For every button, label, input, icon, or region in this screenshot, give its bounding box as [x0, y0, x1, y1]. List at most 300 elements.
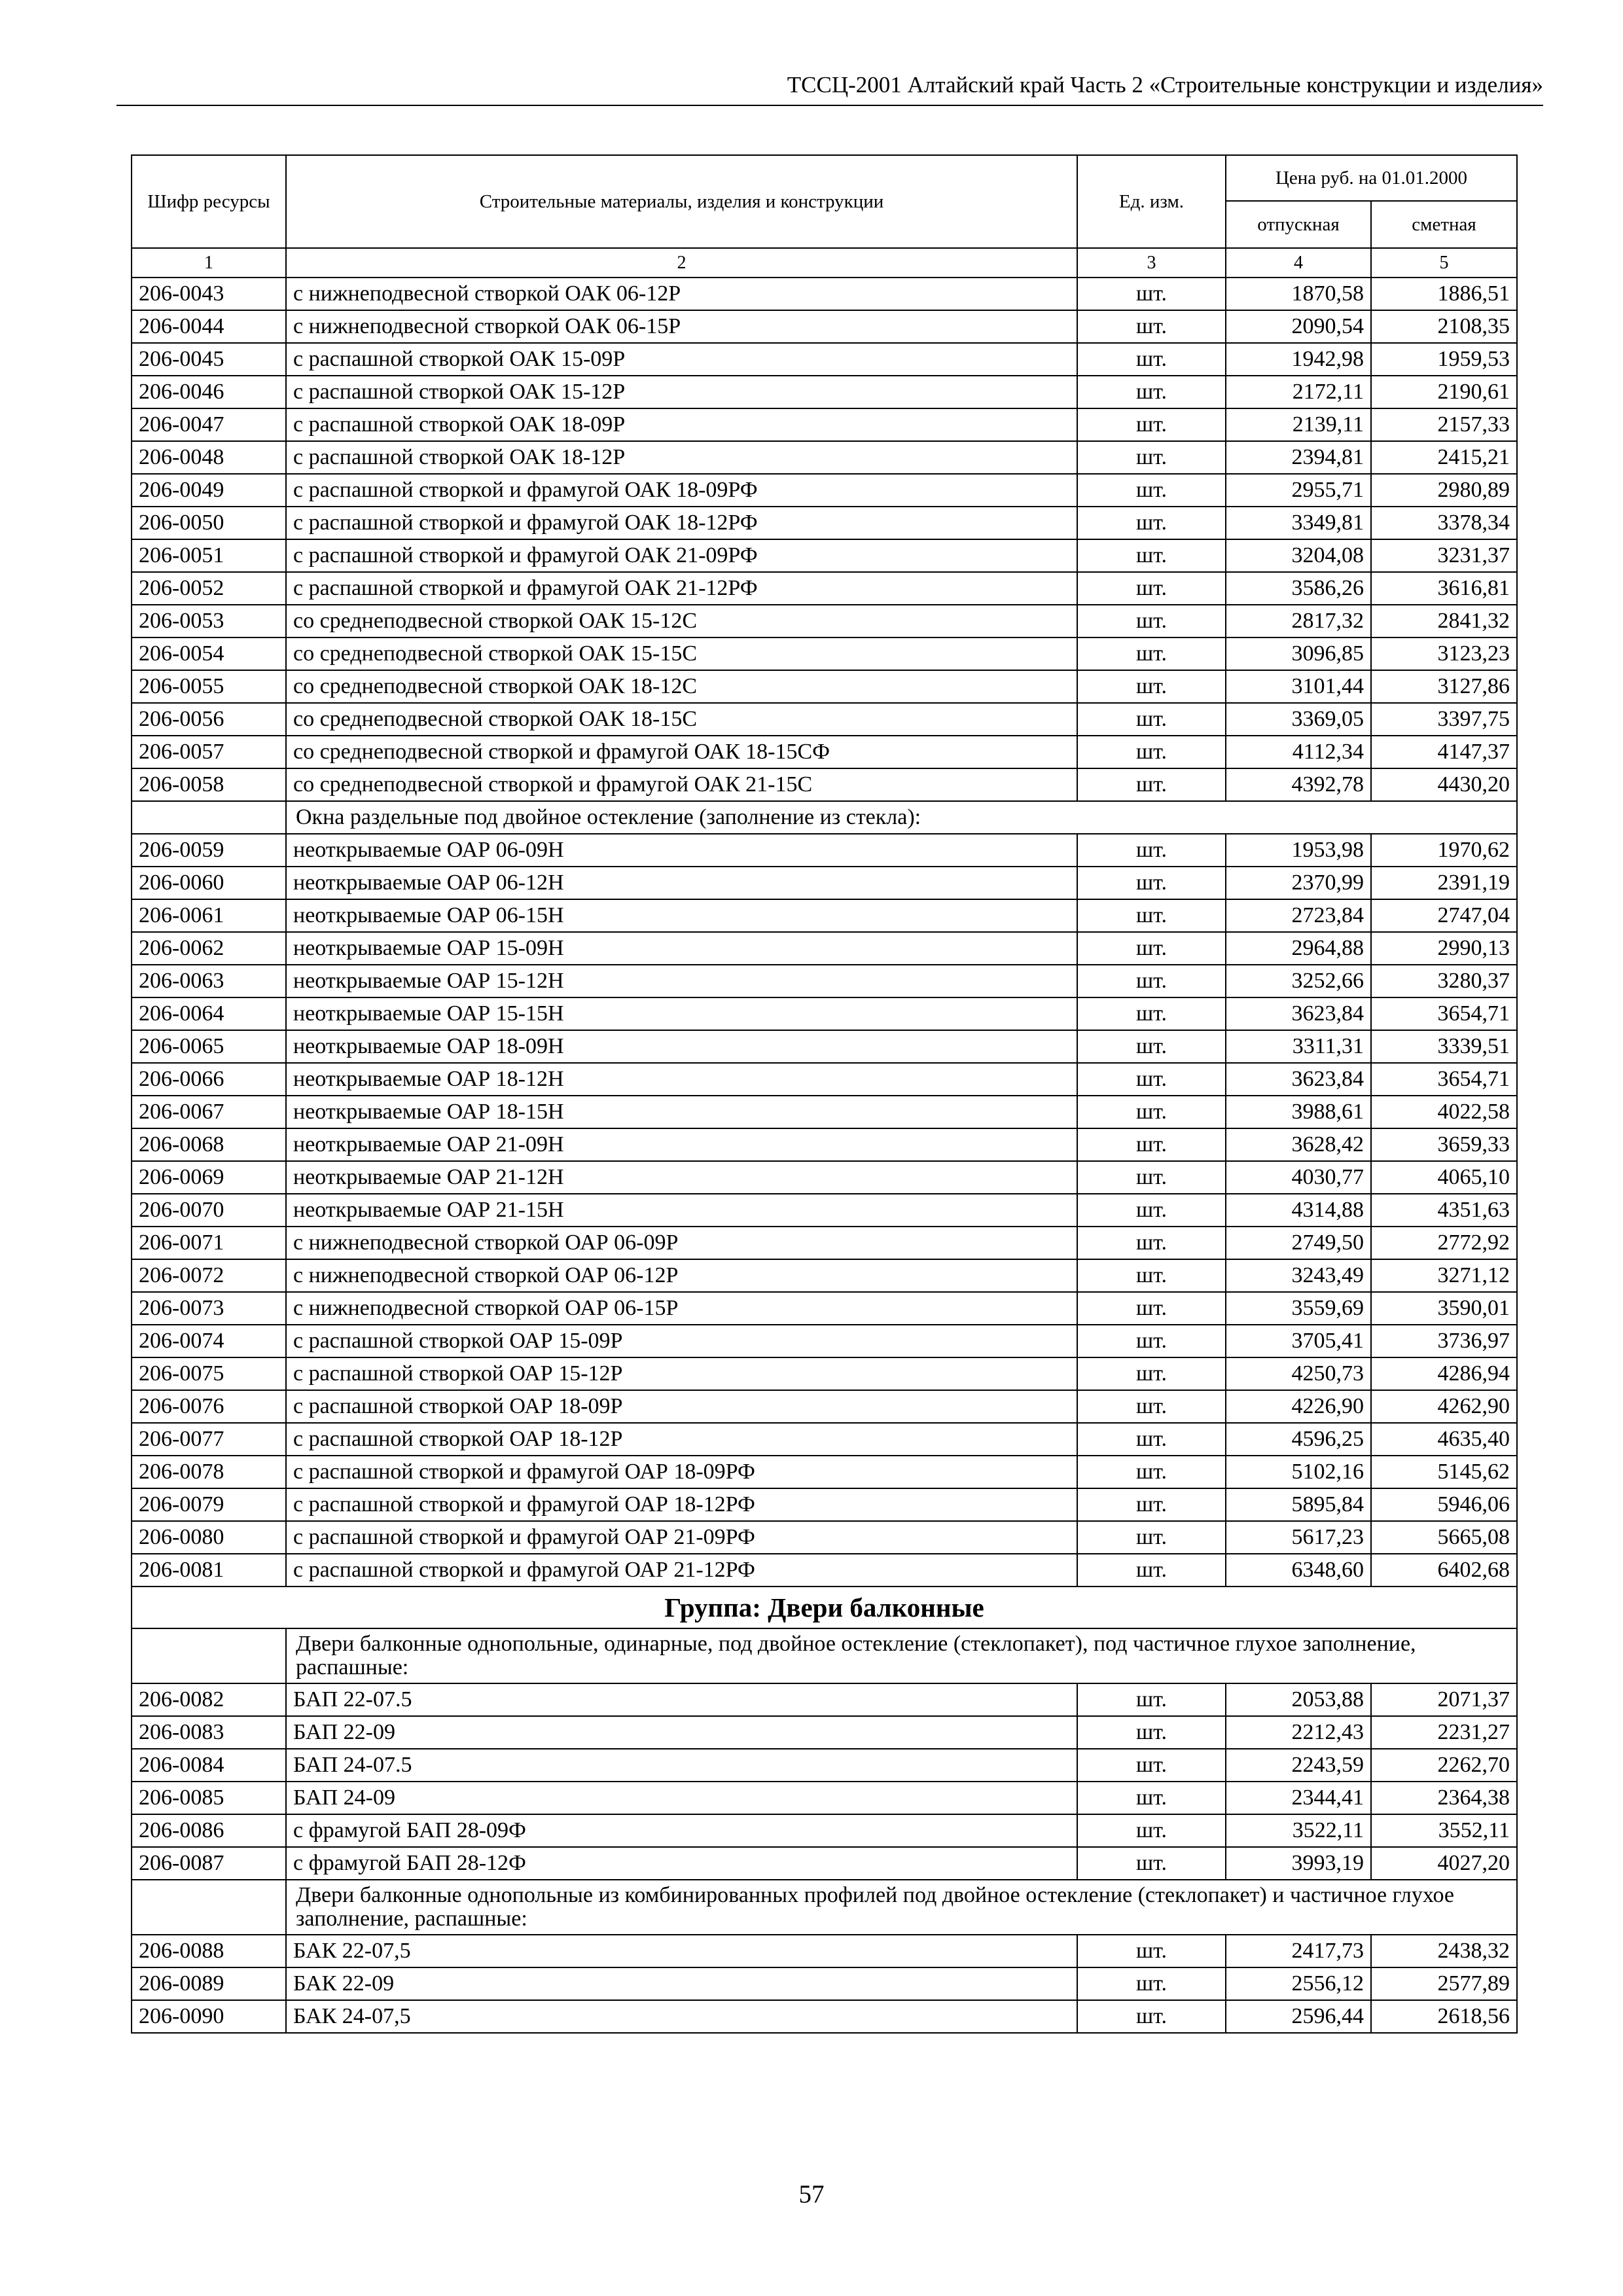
- resource-name: неоткрываемые ОАР 18-12Н: [286, 1063, 1077, 1096]
- estimate-price: 3123,23: [1371, 637, 1517, 670]
- col-number: 4: [1226, 248, 1371, 278]
- table-row: [132, 768, 1517, 801]
- release-price: 3993,19: [1226, 1847, 1371, 1880]
- estimate-price: 5145,62: [1371, 1456, 1517, 1488]
- estimate-price: 3659,33: [1371, 1128, 1517, 1161]
- resource-code: 206-0064: [132, 997, 286, 1030]
- resource-code: 206-0063: [132, 965, 286, 997]
- table-row: [132, 310, 1517, 343]
- release-price: 2139,11: [1226, 408, 1371, 441]
- estimate-price: 4027,20: [1371, 1847, 1517, 1880]
- table-row: [132, 637, 1517, 670]
- col-header-estimate-price: сметная: [1371, 201, 1517, 248]
- resource-code: 206-0065: [132, 1030, 286, 1063]
- table-row: [132, 1030, 1517, 1063]
- unit: шт.: [1077, 1227, 1226, 1259]
- table-row: [132, 1782, 1517, 1814]
- estimate-price: 2841,32: [1371, 605, 1517, 637]
- resource-name: с нижнеподвесной створкой ОАР 06-09Р: [286, 1227, 1077, 1259]
- resource-name: с нижнеподвесной створкой ОАК 06-15Р: [286, 310, 1077, 343]
- resource-name: с нижнеподвесной створкой ОАР 06-12Р: [286, 1259, 1077, 1292]
- resource-code: 206-0070: [132, 1194, 286, 1227]
- release-price: 5617,23: [1226, 1521, 1371, 1554]
- table-row: [132, 670, 1517, 703]
- resource-name: неоткрываемые ОАР 15-15Н: [286, 997, 1077, 1030]
- unit: шт.: [1077, 867, 1226, 899]
- resource-code: 206-0084: [132, 1749, 286, 1782]
- table-row: [132, 1096, 1517, 1128]
- release-price: 2817,32: [1226, 605, 1371, 637]
- estimate-price: 2071,37: [1371, 1683, 1517, 1716]
- col-header-unit: Ед. изм.: [1077, 155, 1226, 248]
- unit: шт.: [1077, 1096, 1226, 1128]
- resource-code: 206-0053: [132, 605, 286, 637]
- table-row: [132, 736, 1517, 768]
- resource-name: с распашной створкой и фрамугой ОАК 21-09РФ: [286, 539, 1077, 572]
- resource-code: 206-0052: [132, 572, 286, 605]
- estimate-price: 2262,70: [1371, 1749, 1517, 1782]
- unit: шт.: [1077, 1847, 1226, 1880]
- unit: шт.: [1077, 965, 1226, 997]
- resource-code: 206-0075: [132, 1357, 286, 1390]
- estimate-price: 4065,10: [1371, 1161, 1517, 1194]
- estimate-price: 4430,20: [1371, 768, 1517, 801]
- resource-name: со среднеподвесной створкой ОАК 15-15С: [286, 637, 1077, 670]
- unit: шт.: [1077, 932, 1226, 965]
- unit: шт.: [1077, 1030, 1226, 1063]
- resource-name: неоткрываемые ОАР 15-09Н: [286, 932, 1077, 965]
- table-row: [132, 2000, 1517, 2033]
- estimate-price: 1970,62: [1371, 834, 1517, 867]
- table-row: [132, 1847, 1517, 1880]
- unit: шт.: [1077, 1749, 1226, 1782]
- release-price: 1870,58: [1226, 278, 1371, 310]
- estimate-price: 3280,37: [1371, 965, 1517, 997]
- unit: шт.: [1077, 703, 1226, 736]
- resource-name: с нижнеподвесной створкой ОАК 06-12Р: [286, 278, 1077, 310]
- estimate-price: 4147,37: [1371, 736, 1517, 768]
- estimate-price: 3616,81: [1371, 572, 1517, 605]
- resource-name: со среднеподвесной створкой ОАК 18-12С: [286, 670, 1077, 703]
- resource-code: 206-0043: [132, 278, 286, 310]
- release-price: 2172,11: [1226, 376, 1371, 408]
- unit: шт.: [1077, 1683, 1226, 1716]
- table-row: [132, 1357, 1517, 1390]
- unit: шт.: [1077, 1063, 1226, 1096]
- resource-code: 206-0058: [132, 768, 286, 801]
- subsection-title: Окна раздельные под двойное остекление (заполнение из стекла):: [286, 801, 1517, 834]
- resource-name: с нижнеподвесной створкой ОАР 06-15Р: [286, 1292, 1077, 1325]
- release-price: 4226,90: [1226, 1390, 1371, 1423]
- resource-code: 206-0088: [132, 1935, 286, 1967]
- resource-code: 206-0059: [132, 834, 286, 867]
- resource-name: неоткрываемые ОАР 06-09Н: [286, 834, 1077, 867]
- unit: шт.: [1077, 376, 1226, 408]
- resource-code: 206-0078: [132, 1456, 286, 1488]
- unit: шт.: [1077, 278, 1226, 310]
- col-header-name: Строительные материалы, изделия и конструкции: [286, 155, 1077, 248]
- resource-code: 206-0056: [132, 703, 286, 736]
- resource-name: с распашной створкой и фрамугой ОАК 18-12РФ: [286, 507, 1077, 539]
- resource-code: 206-0046: [132, 376, 286, 408]
- unit: шт.: [1077, 1967, 1226, 2000]
- unit: шт.: [1077, 834, 1226, 867]
- release-price: 4030,77: [1226, 1161, 1371, 1194]
- release-price: 6348,60: [1226, 1554, 1371, 1587]
- estimate-price: 2772,92: [1371, 1227, 1517, 1259]
- blank-cell: [132, 1880, 286, 1935]
- unit: шт.: [1077, 768, 1226, 801]
- resource-code: 206-0047: [132, 408, 286, 441]
- unit: шт.: [1077, 1161, 1226, 1194]
- table-row: [132, 1161, 1517, 1194]
- release-price: 2596,44: [1226, 2000, 1371, 2033]
- unit: шт.: [1077, 343, 1226, 376]
- estimate-price: 2618,56: [1371, 2000, 1517, 2033]
- release-price: 4250,73: [1226, 1357, 1371, 1390]
- table-row: [132, 539, 1517, 572]
- resource-code: 206-0061: [132, 899, 286, 932]
- table-row: [132, 1814, 1517, 1847]
- resource-name: с распашной створкой ОАР 18-09Р: [286, 1390, 1077, 1423]
- resource-code: 206-0049: [132, 474, 286, 507]
- resource-name: неоткрываемые ОАР 15-12Н: [286, 965, 1077, 997]
- estimate-price: 3590,01: [1371, 1292, 1517, 1325]
- release-price: 3252,66: [1226, 965, 1371, 997]
- resource-code: 206-0051: [132, 539, 286, 572]
- table-row: [132, 834, 1517, 867]
- unit: шт.: [1077, 1488, 1226, 1521]
- resource-name: БАК 24-07,5: [286, 2000, 1077, 2033]
- release-price: 3243,49: [1226, 1259, 1371, 1292]
- resource-name: с распашной створкой ОАР 18-12Р: [286, 1423, 1077, 1456]
- col-number: 1: [132, 248, 286, 278]
- resource-code: 206-0050: [132, 507, 286, 539]
- release-price: 3522,11: [1226, 1814, 1371, 1847]
- unit: шт.: [1077, 1716, 1226, 1749]
- resource-name: с распашной створкой и фрамугой ОАР 18-12РФ: [286, 1488, 1077, 1521]
- table-row: [132, 376, 1517, 408]
- subsection-title: Двери балконные однопольные из комбинированных профилей под двойное остекление (стеклопакет) и частичное глухое заполнение, распашные:: [286, 1880, 1517, 1935]
- release-price: 3311,31: [1226, 1030, 1371, 1063]
- resource-code: 206-0068: [132, 1128, 286, 1161]
- release-price: 3349,81: [1226, 507, 1371, 539]
- resource-code: 206-0079: [132, 1488, 286, 1521]
- unit: шт.: [1077, 899, 1226, 932]
- release-price: 3988,61: [1226, 1096, 1371, 1128]
- resource-name: со среднеподвесной створкой ОАК 15-12С: [286, 605, 1077, 637]
- release-price: 4314,88: [1226, 1194, 1371, 1227]
- release-price: 4392,78: [1226, 768, 1371, 801]
- unit: шт.: [1077, 310, 1226, 343]
- col-header-code: Шифр ресурсы: [132, 155, 286, 248]
- release-price: 2053,88: [1226, 1683, 1371, 1716]
- resource-name: с распашной створкой ОАР 15-09Р: [286, 1325, 1077, 1357]
- resource-name: со среднеподвесной створкой ОАК 18-15С: [286, 703, 1077, 736]
- resource-code: 206-0044: [132, 310, 286, 343]
- unit: шт.: [1077, 1456, 1226, 1488]
- resource-code: 206-0069: [132, 1161, 286, 1194]
- resource-name: с распашной створкой и фрамугой ОАР 18-09РФ: [286, 1456, 1077, 1488]
- release-price: 3096,85: [1226, 637, 1371, 670]
- estimate-price: 2980,89: [1371, 474, 1517, 507]
- resource-code: 206-0066: [132, 1063, 286, 1096]
- release-price: 4112,34: [1226, 736, 1371, 768]
- section-windows-oar: [132, 834, 1517, 1587]
- estimate-price: 2415,21: [1371, 441, 1517, 474]
- table-row: [132, 1194, 1517, 1227]
- resource-name: с распашной створкой ОАК 15-09Р: [286, 343, 1077, 376]
- estimate-price: 2231,27: [1371, 1716, 1517, 1749]
- unit: шт.: [1077, 1554, 1226, 1587]
- estimate-price: 3231,37: [1371, 539, 1517, 572]
- estimate-price: 2391,19: [1371, 867, 1517, 899]
- estimate-price: 4351,63: [1371, 1194, 1517, 1227]
- resource-code: 206-0071: [132, 1227, 286, 1259]
- estimate-price: 3397,75: [1371, 703, 1517, 736]
- unit: шт.: [1077, 539, 1226, 572]
- resource-code: 206-0055: [132, 670, 286, 703]
- resource-name: неоткрываемые ОАР 21-09Н: [286, 1128, 1077, 1161]
- resource-code: 206-0077: [132, 1423, 286, 1456]
- table-row: [132, 932, 1517, 965]
- table-row: [132, 703, 1517, 736]
- estimate-price: 4635,40: [1371, 1423, 1517, 1456]
- release-price: 2212,43: [1226, 1716, 1371, 1749]
- unit: шт.: [1077, 1357, 1226, 1390]
- table-row: [132, 1716, 1517, 1749]
- table-row: [132, 572, 1517, 605]
- estimate-price: 3339,51: [1371, 1030, 1517, 1063]
- release-price: 2417,73: [1226, 1935, 1371, 1967]
- release-price: 3628,42: [1226, 1128, 1371, 1161]
- estimate-price: 5665,08: [1371, 1521, 1517, 1554]
- table-row: [132, 1390, 1517, 1423]
- release-price: 1953,98: [1226, 834, 1371, 867]
- estimate-price: 6402,68: [1371, 1554, 1517, 1587]
- page-header: ТССЦ-2001 Алтайский край Часть 2 «Строительные конструкции и изделия»: [116, 71, 1543, 106]
- resource-code: 206-0085: [132, 1782, 286, 1814]
- release-price: 5895,84: [1226, 1488, 1371, 1521]
- table-row: [132, 1063, 1517, 1096]
- table-row: [132, 1456, 1517, 1488]
- release-price: 4596,25: [1226, 1423, 1371, 1456]
- unit: шт.: [1077, 1935, 1226, 1967]
- table-row: [132, 343, 1517, 376]
- estimate-price: 2364,38: [1371, 1782, 1517, 1814]
- estimate-price: 3654,71: [1371, 997, 1517, 1030]
- resource-code: 206-0072: [132, 1259, 286, 1292]
- release-price: 3623,84: [1226, 1063, 1371, 1096]
- table-row: [132, 1128, 1517, 1161]
- resource-name: со среднеподвесной створкой и фрамугой ОАК 18-15СФ: [286, 736, 1077, 768]
- unit: шт.: [1077, 1292, 1226, 1325]
- unit: шт.: [1077, 1194, 1226, 1227]
- estimate-price: 3736,97: [1371, 1325, 1517, 1357]
- resource-name: с распашной створкой ОАК 18-12Р: [286, 441, 1077, 474]
- estimate-price: 2157,33: [1371, 408, 1517, 441]
- table-row: [132, 1521, 1517, 1554]
- resource-name: неоткрываемые ОАР 21-15Н: [286, 1194, 1077, 1227]
- resource-code: 206-0067: [132, 1096, 286, 1128]
- resource-code: 206-0083: [132, 1716, 286, 1749]
- resource-name: неоткрываемые ОАР 21-12Н: [286, 1161, 1077, 1194]
- resource-code: 206-0089: [132, 1967, 286, 2000]
- release-price: 2090,54: [1226, 310, 1371, 343]
- resource-code: 206-0081: [132, 1554, 286, 1587]
- table-row: [132, 1325, 1517, 1357]
- resource-code: 206-0048: [132, 441, 286, 474]
- estimate-price: 3552,11: [1371, 1814, 1517, 1847]
- release-price: 3623,84: [1226, 997, 1371, 1030]
- resource-code: 206-0090: [132, 2000, 286, 2033]
- section-balcony-doors-bap: [132, 1683, 1517, 1880]
- table-row: [132, 1292, 1517, 1325]
- unit: шт.: [1077, 1390, 1226, 1423]
- resource-name: БАП 24-09: [286, 1782, 1077, 1814]
- table-row: [132, 899, 1517, 932]
- resource-code: 206-0076: [132, 1390, 286, 1423]
- table-row: [132, 474, 1517, 507]
- blank-cell: [132, 801, 286, 834]
- blank-cell: [132, 1628, 286, 1683]
- unit: шт.: [1077, 736, 1226, 768]
- release-price: 2556,12: [1226, 1967, 1371, 2000]
- release-price: 2723,84: [1226, 899, 1371, 932]
- estimate-price: 4286,94: [1371, 1357, 1517, 1390]
- unit: шт.: [1077, 1814, 1226, 1847]
- resource-code: 206-0073: [132, 1292, 286, 1325]
- section-heading-windows-oar: [132, 801, 1517, 834]
- table-row: [132, 605, 1517, 637]
- resource-name: с распашной створкой и фрамугой ОАК 21-12РФ: [286, 572, 1077, 605]
- estimate-price: 4022,58: [1371, 1096, 1517, 1128]
- col-number: 2: [286, 248, 1077, 278]
- resource-name: БАК 22-09: [286, 1967, 1077, 2000]
- unit: шт.: [1077, 637, 1226, 670]
- table-row: [132, 1554, 1517, 1587]
- unit: шт.: [1077, 1259, 1226, 1292]
- estimate-price: 2108,35: [1371, 310, 1517, 343]
- release-price: 2344,41: [1226, 1782, 1371, 1814]
- table-row: [132, 1423, 1517, 1456]
- resource-code: 206-0057: [132, 736, 286, 768]
- resource-name: БАП 22-07.5: [286, 1683, 1077, 1716]
- table-row: [132, 867, 1517, 899]
- estimate-price: 2747,04: [1371, 899, 1517, 932]
- resource-code: 206-0082: [132, 1683, 286, 1716]
- resource-name: с распашной створкой ОАР 15-12Р: [286, 1357, 1077, 1390]
- resource-name: БАП 24-07.5: [286, 1749, 1077, 1782]
- table-row: [132, 997, 1517, 1030]
- unit: шт.: [1077, 605, 1226, 637]
- release-price: 3101,44: [1226, 670, 1371, 703]
- estimate-price: 1886,51: [1371, 278, 1517, 310]
- table-row: [132, 1259, 1517, 1292]
- resource-name: БАК 22-07,5: [286, 1935, 1077, 1967]
- release-price: 3369,05: [1226, 703, 1371, 736]
- table-row: [132, 278, 1517, 310]
- unit: шт.: [1077, 441, 1226, 474]
- col-header-price: Цена руб. на 01.01.2000: [1226, 155, 1517, 201]
- table-row: [132, 1935, 1517, 1967]
- estimate-price: 2990,13: [1371, 932, 1517, 965]
- page-number: 57: [798, 2180, 825, 2208]
- release-price: 5102,16: [1226, 1456, 1371, 1488]
- resource-code: 206-0062: [132, 932, 286, 965]
- estimate-price: 2577,89: [1371, 1967, 1517, 2000]
- estimate-price: 2190,61: [1371, 376, 1517, 408]
- table-row: [132, 1749, 1517, 1782]
- unit: шт.: [1077, 997, 1226, 1030]
- estimate-price: 3271,12: [1371, 1259, 1517, 1292]
- resource-name: неоткрываемые ОАР 06-15Н: [286, 899, 1077, 932]
- table-row: [132, 1683, 1517, 1716]
- table-row: [132, 965, 1517, 997]
- release-price: 2955,71: [1226, 474, 1371, 507]
- section-balcony-doors-bak: [132, 1935, 1517, 2033]
- resource-code: 206-0080: [132, 1521, 286, 1554]
- release-price: 3705,41: [1226, 1325, 1371, 1357]
- col-number: 5: [1371, 248, 1517, 278]
- resource-name: БАП 22-09: [286, 1716, 1077, 1749]
- table-row: [132, 408, 1517, 441]
- table-row: [132, 1967, 1517, 2000]
- group-heading: [132, 1587, 1517, 1683]
- estimate-price: 2438,32: [1371, 1935, 1517, 1967]
- resource-name: неоткрываемые ОАР 18-09Н: [286, 1030, 1077, 1063]
- release-price: 3204,08: [1226, 539, 1371, 572]
- unit: шт.: [1077, 507, 1226, 539]
- release-price: 2243,59: [1226, 1749, 1371, 1782]
- resource-name: с фрамугой БАП 28-12Ф: [286, 1847, 1077, 1880]
- release-price: 3559,69: [1226, 1292, 1371, 1325]
- unit: шт.: [1077, 1521, 1226, 1554]
- col-header-release-price: отпускная: [1226, 201, 1371, 248]
- resource-name: со среднеподвесной створкой и фрамугой ОАК 21-15С: [286, 768, 1077, 801]
- resource-code: 206-0060: [132, 867, 286, 899]
- unit: шт.: [1077, 1782, 1226, 1814]
- resource-code: 206-0087: [132, 1847, 286, 1880]
- release-price: 2749,50: [1226, 1227, 1371, 1259]
- table-row: [132, 507, 1517, 539]
- resource-name: неоткрываемые ОАР 18-15Н: [286, 1096, 1077, 1128]
- release-price: 2964,88: [1226, 932, 1371, 965]
- resource-code: 206-0054: [132, 637, 286, 670]
- col-number: 3: [1077, 248, 1226, 278]
- estimate-price: 3127,86: [1371, 670, 1517, 703]
- resource-code: 206-0045: [132, 343, 286, 376]
- estimate-price: 3654,71: [1371, 1063, 1517, 1096]
- estimate-price: 4262,90: [1371, 1390, 1517, 1423]
- unit: шт.: [1077, 1423, 1226, 1456]
- estimate-price: 3378,34: [1371, 507, 1517, 539]
- section-heading-balcony-doors-bak: [132, 1880, 1517, 1935]
- unit: шт.: [1077, 572, 1226, 605]
- resource-name: с распашной створкой и фрамугой ОАК 18-09РФ: [286, 474, 1077, 507]
- resource-code: 206-0074: [132, 1325, 286, 1357]
- resource-code: 206-0086: [132, 1814, 286, 1847]
- resource-name: с распашной створкой ОАК 18-09Р: [286, 408, 1077, 441]
- unit: шт.: [1077, 1128, 1226, 1161]
- unit: шт.: [1077, 408, 1226, 441]
- table-row: [132, 1488, 1517, 1521]
- release-price: 2394,81: [1226, 441, 1371, 474]
- estimate-price: 1959,53: [1371, 343, 1517, 376]
- unit: шт.: [1077, 670, 1226, 703]
- section-windows-oak: [132, 278, 1517, 801]
- release-price: 3586,26: [1226, 572, 1371, 605]
